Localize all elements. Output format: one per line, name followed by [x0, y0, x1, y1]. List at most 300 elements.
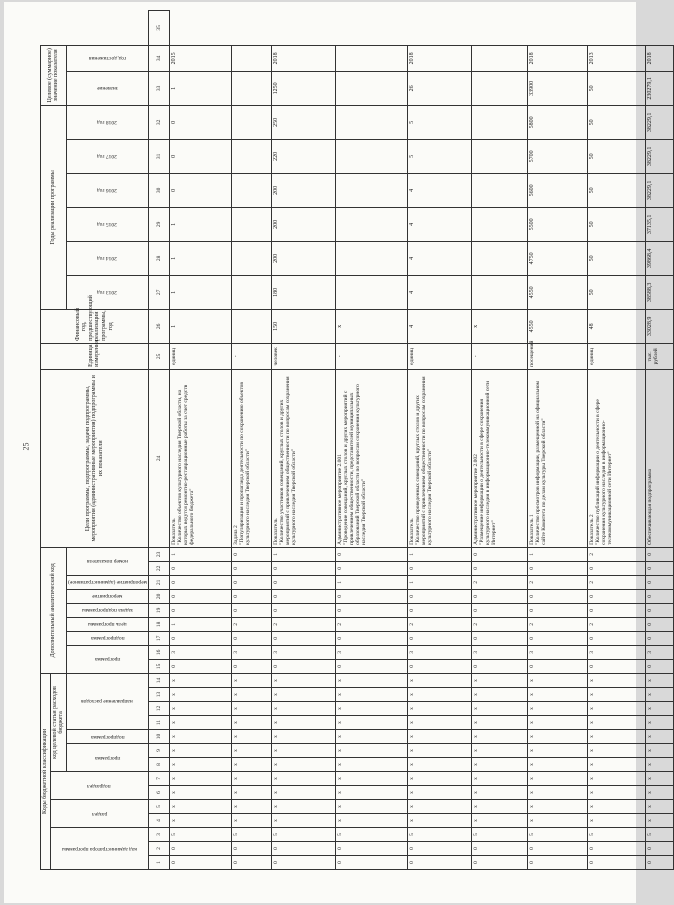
year-value-cell: 37135,1	[646, 207, 674, 241]
code-cell: 0	[646, 603, 674, 617]
code-cell: 0	[336, 659, 408, 673]
code-cell: 0	[272, 589, 336, 603]
table-row	[528, 11, 588, 870]
code-cell: 0	[646, 659, 674, 673]
code-cell: x	[232, 772, 272, 786]
code-cell: x	[646, 730, 674, 744]
code-cell: x	[646, 772, 674, 786]
column-number: 18	[148, 617, 169, 631]
unit-cell: единиц	[170, 343, 232, 369]
code-cell: x	[232, 702, 272, 716]
finance-cell: x	[336, 309, 408, 343]
row-label: Задача 2 "Популяризация и пропаганда деятельности по сохранению объектов культурного наследия Тверской области"	[232, 369, 272, 547]
code-cell: x	[336, 772, 408, 786]
header-year-2017: 2017 год	[66, 139, 148, 173]
year-value-cell: 50	[588, 275, 646, 309]
code-cell: 2	[588, 575, 646, 589]
column-number: 4	[148, 814, 169, 828]
code-cell: 5	[528, 828, 588, 842]
code-cell: 3	[646, 645, 674, 659]
target-value-cell: 230279,1	[646, 71, 674, 105]
document-page	[4, 2, 660, 903]
code-cell: x	[272, 772, 336, 786]
finance-cell: 4	[408, 309, 472, 343]
year-value-cell: 0	[170, 139, 232, 173]
code-cell: 2	[408, 617, 472, 631]
code-cell: x	[170, 702, 232, 716]
code-cell: x	[408, 730, 472, 744]
column-number: 20	[148, 589, 169, 603]
code-cell: x	[272, 702, 336, 716]
header-an-measure: мероприятие	[66, 589, 148, 603]
code-cell: 1	[408, 575, 472, 589]
target-value-cell	[472, 71, 528, 105]
code-cell: 0	[170, 631, 232, 645]
row-label: Показатель 1 "Количество просмотров информации, размещенной на официальном сайте Комитета по делам культуры Тверской области"	[528, 369, 588, 547]
target-value-cell: 26	[408, 71, 472, 105]
code-cell: 0	[408, 603, 472, 617]
code-cell: 5	[232, 828, 272, 842]
year-value-cell	[232, 241, 272, 275]
finance-cell: 33028,9	[646, 309, 674, 343]
code-cell: x	[272, 786, 336, 800]
code-cell: 0	[170, 575, 232, 589]
code-cell: x	[528, 702, 588, 716]
code-cell: 3	[232, 645, 272, 659]
code-cell: x	[646, 673, 674, 687]
finance-cell	[232, 309, 272, 343]
code-cell: x	[646, 758, 674, 772]
code-cell: 3	[588, 645, 646, 659]
code-cell: x	[336, 673, 408, 687]
header-an-program: программа	[66, 645, 148, 673]
code-cell: 0	[646, 856, 674, 870]
code-cell: 0	[528, 856, 588, 870]
code-cell: 5	[272, 828, 336, 842]
column-number: 34	[148, 45, 169, 71]
code-cell: x	[336, 716, 408, 730]
year-value-cell	[232, 139, 272, 173]
year-value-cell: 5800	[528, 105, 588, 139]
table-row	[408, 11, 472, 870]
unit-cell: -	[232, 343, 272, 369]
header-target-group: Целевое (суммарное) значение показателя	[41, 45, 67, 105]
code-cell: 0	[646, 589, 674, 603]
code-cell: 0	[232, 561, 272, 575]
code-cell: 0	[272, 856, 336, 870]
target-value-cell: 50	[588, 71, 646, 105]
code-cell: x	[646, 800, 674, 814]
header-an-goal: цель программы	[66, 617, 148, 631]
code-cell: 2	[588, 547, 646, 561]
target-value-cell: 1250	[272, 71, 336, 105]
header-admin-code: код администратора программы	[50, 828, 148, 870]
year-value-cell: 5600	[528, 173, 588, 207]
code-cell: 0	[232, 603, 272, 617]
code-cell: 0	[170, 856, 232, 870]
column-number: 22	[148, 561, 169, 575]
column-number: 23	[148, 547, 169, 561]
code-cell: 1	[408, 547, 472, 561]
column-number: 30	[148, 173, 169, 207]
code-cell: x	[646, 744, 674, 758]
year-value-cell	[472, 139, 528, 173]
code-cell: x	[170, 800, 232, 814]
code-cell: x	[528, 786, 588, 800]
row-label: Показатель "Количество объектов культурного наследия Тверской области, на которых ведутся ремонтно-реставрационные работы за счет средств федерального бюджета"	[170, 369, 232, 547]
header-years-group: Годы реализации программы	[41, 105, 67, 309]
code-cell: 0	[408, 856, 472, 870]
year-value-cell: 0	[170, 105, 232, 139]
code-cell: 2	[528, 575, 588, 589]
column-number: 14	[148, 673, 169, 687]
target-value-cell	[336, 71, 408, 105]
column-number: 9	[148, 744, 169, 758]
year-value-cell	[232, 105, 272, 139]
code-cell: x	[272, 758, 336, 772]
code-cell: x	[336, 758, 408, 772]
code-cell: x	[232, 814, 272, 828]
header-an-indicator: номер показателя	[66, 547, 148, 575]
code-cell: 1	[528, 547, 588, 561]
code-cell: 5	[170, 828, 232, 842]
code-cell: x	[408, 688, 472, 702]
code-cell: x	[472, 730, 528, 744]
code-cell: 0	[170, 561, 232, 575]
code-cell: x	[528, 688, 588, 702]
year-value-cell: 50	[588, 173, 646, 207]
code-cell: 3	[272, 645, 336, 659]
year-value-cell	[472, 105, 528, 139]
code-cell: x	[472, 758, 528, 772]
code-cell: 2	[472, 617, 528, 631]
code-cell: x	[646, 688, 674, 702]
column-number: 10	[148, 730, 169, 744]
code-cell: 3	[528, 645, 588, 659]
year-value-cell	[232, 207, 272, 241]
finance-cell: 48	[588, 309, 646, 343]
code-cell: x	[272, 814, 336, 828]
code-cell: x	[472, 688, 528, 702]
code-cell: 0	[646, 842, 674, 856]
code-cell: 1	[272, 547, 336, 561]
code-cell: x	[336, 814, 408, 828]
code-cell: 0	[408, 589, 472, 603]
table-row	[232, 11, 272, 870]
finance-cell: 4550	[528, 309, 588, 343]
code-cell: 0	[588, 659, 646, 673]
code-cell: 5	[472, 828, 528, 842]
code-cell: 0	[232, 856, 272, 870]
year-value-cell	[232, 173, 272, 207]
code-cell: x	[472, 800, 528, 814]
year-value-cell: 5	[408, 139, 472, 173]
code-cell: 0	[528, 603, 588, 617]
code-cell: x	[232, 716, 272, 730]
code-cell: 0	[528, 659, 588, 673]
year-value-cell: 180	[272, 275, 336, 309]
code-cell: 0	[472, 842, 528, 856]
header-year-2018: 2018 год	[66, 105, 148, 139]
column-number: 26	[148, 309, 169, 343]
code-cell: x	[588, 772, 646, 786]
code-cell: x	[170, 758, 232, 772]
code-cell: 3	[336, 645, 408, 659]
code-cell: 0	[408, 631, 472, 645]
code-cell: 0	[528, 589, 588, 603]
header-subprogram: подпрограмма	[66, 730, 148, 744]
year-value-cell: 38229,1	[646, 173, 674, 207]
column-number: 12	[148, 702, 169, 716]
column-number: 21	[148, 575, 169, 589]
header-program: программа	[66, 744, 148, 772]
year-value-cell	[336, 241, 408, 275]
code-cell: x	[408, 758, 472, 772]
code-cell: x	[528, 814, 588, 828]
code-cell: x	[528, 772, 588, 786]
code-cell: 0	[588, 631, 646, 645]
code-cell: 0	[336, 603, 408, 617]
target-year-cell: 2013	[588, 45, 646, 71]
code-cell: x	[588, 673, 646, 687]
column-number: 5	[148, 800, 169, 814]
code-cell: 0	[646, 547, 674, 561]
column-number: 27	[148, 275, 169, 309]
header-an-subprogram: подпрограмма	[66, 631, 148, 645]
year-value-cell	[336, 105, 408, 139]
column-number: 13	[148, 688, 169, 702]
code-cell: 2	[472, 575, 528, 589]
target-value-cell: 1	[170, 71, 232, 105]
code-cell: 0	[472, 659, 528, 673]
code-cell: x	[336, 702, 408, 716]
code-cell: x	[272, 744, 336, 758]
code-cell: 0	[408, 561, 472, 575]
code-cell: 0	[336, 856, 408, 870]
code-cell: x	[588, 688, 646, 702]
column-number: 25	[148, 343, 169, 369]
code-cell: x	[408, 673, 472, 687]
column-number: 16	[148, 645, 169, 659]
code-cell: x	[472, 702, 528, 716]
rotated-sheet	[40, 10, 660, 870]
code-cell: 0	[588, 603, 646, 617]
year-value-cell: 4	[408, 173, 472, 207]
column-number: 15	[148, 659, 169, 673]
code-cell: x	[588, 758, 646, 772]
year-value-cell: 50	[588, 241, 646, 275]
header-an-measure-kind: мероприятие (административное)	[66, 575, 148, 589]
code-cell: 5	[408, 828, 472, 842]
column-number: 3	[148, 828, 169, 842]
year-value-cell: 4	[408, 241, 472, 275]
code-cell: x	[336, 744, 408, 758]
year-value-cell: 4	[408, 275, 472, 309]
code-cell: x	[588, 786, 646, 800]
code-cell: x	[232, 786, 272, 800]
code-cell: x	[170, 772, 232, 786]
code-cell: x	[646, 814, 674, 828]
header-subsection: подраздел	[50, 772, 148, 800]
row-label: Показатель "Количество участников совещаний, круглых столов и других мероприятий с привлечением общественности по вопросам сохранения культурного наследия Тверской области"	[272, 369, 336, 547]
year-value-cell: 0	[170, 173, 232, 207]
year-value-cell: 38588,3	[646, 275, 674, 309]
code-cell: x	[336, 730, 408, 744]
program-table	[40, 10, 674, 870]
column-number: 7	[148, 772, 169, 786]
target-year-cell: 2018	[646, 45, 674, 71]
column-number: 24	[148, 369, 169, 547]
header-direction: направление расходов	[66, 673, 148, 729]
code-cell: 0	[272, 603, 336, 617]
unit-cell: посещений	[528, 343, 588, 369]
header-year-2014: 2014 год	[66, 241, 148, 275]
code-cell: 0	[336, 561, 408, 575]
year-value-cell: 200	[272, 241, 336, 275]
year-value-cell: 38229,1	[646, 105, 674, 139]
code-cell: 0	[472, 561, 528, 575]
target-year-cell: 2015	[170, 45, 232, 71]
year-value-cell: 4	[408, 207, 472, 241]
row-label: Показатель 2 "Количество публикаций информации о деятельности в сфере сохранения культурного наследия в информационно-телекоммуникационной сети Интернет"	[588, 369, 646, 547]
year-value-cell: 39868,4	[646, 241, 674, 275]
header-year-2013: 2013 год	[66, 275, 148, 309]
code-cell: 1	[336, 575, 408, 589]
column-number: 19	[148, 603, 169, 617]
column-number: 8	[148, 758, 169, 772]
column-number: 31	[148, 139, 169, 173]
code-cell: 0	[472, 589, 528, 603]
code-cell: 0	[646, 631, 674, 645]
code-cell: 0	[232, 589, 272, 603]
code-cell: x	[170, 814, 232, 828]
unit-cell: единиц	[408, 343, 472, 369]
year-value-cell: 50	[588, 105, 646, 139]
code-cell: x	[408, 744, 472, 758]
code-cell: 0	[272, 575, 336, 589]
table-row	[472, 11, 528, 870]
year-value-cell	[472, 173, 528, 207]
header-target-article: код целевой статьи расходов бюджета	[50, 673, 66, 771]
code-cell: x	[170, 744, 232, 758]
code-cell: 0	[336, 589, 408, 603]
code-cell: 0	[232, 575, 272, 589]
target-year-cell	[472, 45, 528, 71]
code-cell: 0	[232, 631, 272, 645]
code-cell: x	[528, 716, 588, 730]
column-number: 33	[148, 71, 169, 105]
year-value-cell	[472, 241, 528, 275]
code-cell: 2	[336, 617, 408, 631]
code-cell: x	[588, 730, 646, 744]
code-cell: 0	[272, 659, 336, 673]
code-cell: 0	[646, 575, 674, 589]
code-cell: x	[232, 730, 272, 744]
code-cell: x	[170, 688, 232, 702]
code-cell: 3	[408, 645, 472, 659]
page-number: 25	[21, 442, 31, 451]
code-cell: x	[472, 716, 528, 730]
code-cell: x	[528, 744, 588, 758]
target-year-cell	[336, 45, 408, 71]
header-an-task: задача подпрограммы	[66, 603, 148, 617]
code-cell: 0	[472, 603, 528, 617]
code-cell: 0	[170, 842, 232, 856]
code-cell: x	[272, 673, 336, 687]
column-number-row	[148, 11, 169, 870]
year-value-cell: 1	[170, 275, 232, 309]
year-value-cell: 1	[170, 207, 232, 241]
target-value-cell: 33900	[528, 71, 588, 105]
code-cell: x	[408, 702, 472, 716]
header-goals: Цели программы, подпрограммы, задачи подпрограммы, мероприятия (административные мероприятия) подпрограммы и их показатели	[41, 369, 149, 547]
target-year-cell: 2018	[408, 45, 472, 71]
code-cell: x	[232, 758, 272, 772]
code-cell: 1	[170, 617, 232, 631]
code-cell: x	[232, 744, 272, 758]
year-value-cell: 250	[272, 105, 336, 139]
code-cell: 0	[272, 842, 336, 856]
code-cell: x	[472, 744, 528, 758]
code-cell: 0	[232, 547, 272, 561]
column-number: 35	[148, 11, 169, 46]
year-value-cell	[336, 207, 408, 241]
year-value-cell: 4750	[528, 241, 588, 275]
table-row	[170, 11, 232, 870]
year-value-cell	[472, 207, 528, 241]
column-number: 17	[148, 631, 169, 645]
code-cell: x	[232, 688, 272, 702]
code-cell: 0	[588, 561, 646, 575]
code-cell: x	[472, 786, 528, 800]
year-value-cell: 200	[272, 207, 336, 241]
unit-cell: -	[336, 343, 408, 369]
code-cell: x	[272, 716, 336, 730]
column-number: 1	[148, 856, 169, 870]
finance-cell: 150	[272, 309, 336, 343]
code-cell: x	[588, 702, 646, 716]
code-cell: x	[588, 744, 646, 758]
row-label: Административное мероприятие 2.002 "Размещение информации о деятельности в сфере сохранения культурного наследия в информационно-телекоммуникационной сети Интернет"	[472, 369, 528, 547]
code-cell: x	[408, 800, 472, 814]
code-cell: x	[232, 800, 272, 814]
code-cell: x	[472, 772, 528, 786]
code-cell: x	[272, 688, 336, 702]
header-finance-year: Финансовый год, предшествующий реализации программы, год	[41, 309, 149, 343]
code-cell: x	[528, 800, 588, 814]
code-cell: 0	[472, 631, 528, 645]
code-cell: x	[336, 800, 408, 814]
table-row	[336, 11, 408, 870]
header-target-value: значение	[66, 71, 148, 105]
code-cell: x	[528, 673, 588, 687]
code-cell: x	[588, 716, 646, 730]
code-cell: 3	[170, 645, 232, 659]
code-cell: x	[170, 716, 232, 730]
code-cell: 0	[232, 842, 272, 856]
code-cell: 0	[170, 603, 232, 617]
column-number: 28	[148, 241, 169, 275]
year-value-cell	[336, 275, 408, 309]
code-cell: 0	[528, 631, 588, 645]
code-cell: 0	[588, 842, 646, 856]
code-cell: x	[528, 730, 588, 744]
code-cell: x	[272, 800, 336, 814]
code-cell: 0	[408, 659, 472, 673]
year-value-cell: 5700	[528, 139, 588, 173]
header-target-year: год достижения	[66, 45, 148, 71]
code-cell: 5	[588, 828, 646, 842]
